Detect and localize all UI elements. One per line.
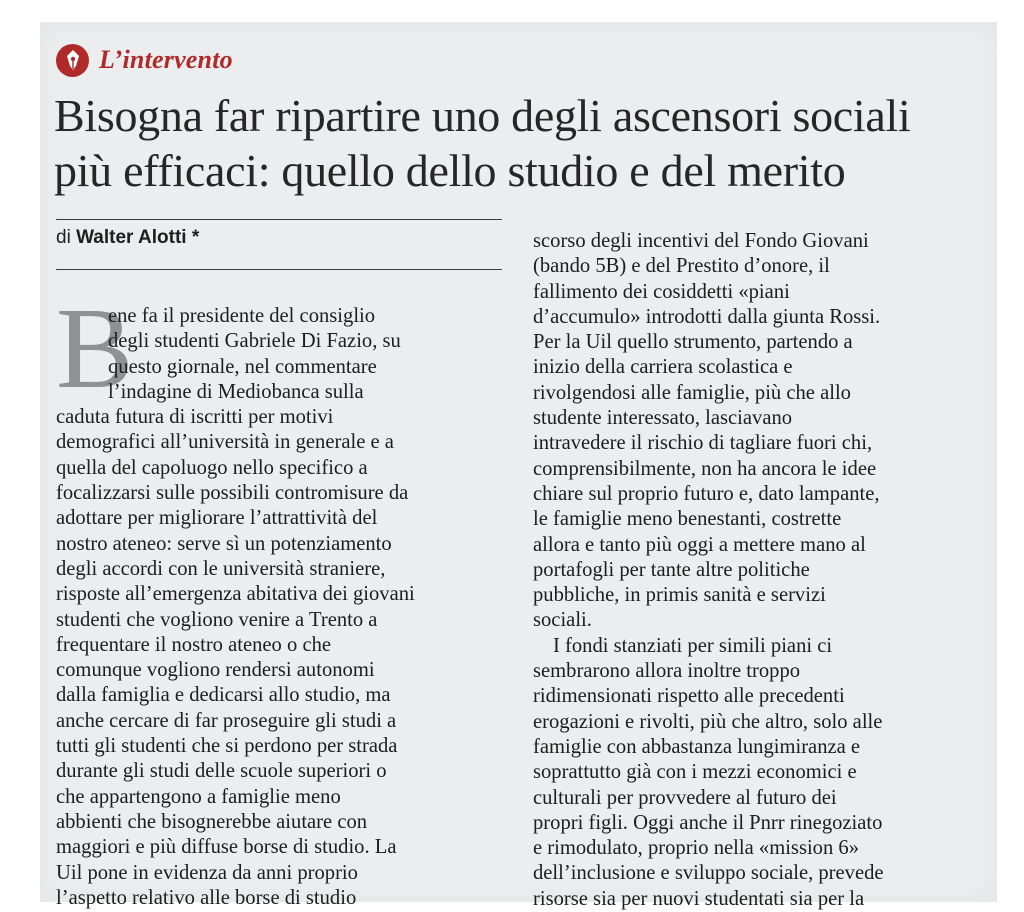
article-line: tutti gli studenti che si perdono per strada [56,735,398,758]
section-rubric [56,42,233,78]
headline-line-2: più efficaci: quello dello studio e del merito [54,145,846,196]
article-line: erogazioni e rivolti, più che altro, solo alle [533,710,883,733]
article-line: Uil pone in evidenza da anni proprio [56,861,358,884]
byline [56,227,199,249]
article-line: sociali. [533,609,592,632]
article-line: ridimensionati rispetto alle precedenti [533,685,845,708]
article-line: dell’inclusione e sviluppo sociale, prevede [533,862,884,885]
article-line: risposte all’emergenza abitativa dei giovani [56,583,415,606]
headline-line-1: Bisogna far ripartire uno degli ascensori sociali [54,90,911,141]
article-line: portafogli per tante altre politiche [533,558,810,581]
article-line: I fondi stanziati per simili piani ci [553,634,833,657]
article-line: frequentare il nostro ateneo o che [56,633,332,656]
article-line: studente interessato, lasciavano [533,407,793,430]
article-line: comprensibilmente, non ha ancora le idee [533,457,877,480]
article-line: demografici all’università in generale e a [56,431,394,454]
article-line: inizio della carriera scolastica e [533,356,793,379]
article-line: abbienti che bisognerebbe aiutare con [56,810,368,833]
article-line: sembrarono allora inoltre troppo [533,660,801,683]
article-line: allora e tanto più oggi a mettere mano al [533,533,866,556]
article-line: le famiglie meno benestanti, costrette [533,508,842,531]
byline-rule-bottom [56,269,502,270]
headline [54,88,994,198]
byline-rule-top [56,219,502,220]
article-line: degli accordi con le università straniere, [56,557,386,580]
article-line: culturali per provvedere al futuro dei [533,786,837,809]
article-line: e rimodulato, proprio nella «mission 6» [533,837,860,860]
article-line: pubbliche, in primis sanità e servizi [533,584,826,607]
article-line: che appartengono a famiglie meno [56,785,341,808]
article-line: famiglie con abbastanza lungimiranza e [533,735,861,758]
article-line: Per la Uil quello strumento, partendo a [533,331,853,354]
article-line: intravedere il rischio di tagliare fuori chi, [533,432,873,455]
byline-prefix: di [56,227,71,248]
article-line: caduta futura di iscritti per motivi [56,406,334,429]
article-line: d’accumulo» introdotti dalla giunta Rossi. [533,305,881,328]
byline-author: Walter Alotti * [76,227,200,248]
article-line: fallimento dei cosiddetti «piani [533,280,790,303]
article-line: nostro ateneo: serve sì un potenziamento [56,532,392,555]
pen-nib-icon [56,44,89,77]
article-line: rivolgendosi alle famiglie, più che allo [533,381,851,404]
article-line: soprattutto già con i mezzi economici e [533,761,857,784]
article-line: ene fa il presidente del consiglio [108,305,376,327]
article-line: dalla famiglia e dedicarsi allo studio, ma [56,684,391,707]
article-line: focalizzarsi sulle possibili contromisure da [56,482,409,505]
article-line: comunque vogliono rendersi autonomi [56,659,375,682]
article-line: quella del capoluogo nello specifico a [56,456,368,479]
section-label: L’intervento [99,45,233,74]
drop-cap: B [56,285,134,413]
article-line: l’aspetto relativo alle borse di studio [56,886,357,909]
article-line: l’indagine di Mediobanca sulla [108,380,364,403]
article-line: anche cercare di far proseguire gli studi a [56,709,397,732]
article-column-1 [56,304,521,911]
article-line: risorse sia per nuovi studentati sia per la [533,887,865,910]
article-line: (bando 5B) e del Prestito d’onore, il [533,255,830,278]
article-line: durante gli studi delle scuole superiori o [56,760,387,783]
article-line: scorso degli incentivi del Fondo Giovani [533,230,869,252]
article-line: questo giornale, nel commentare [108,355,377,378]
article-line: adottare per migliorare l’attrattività del [56,507,378,530]
article-line: maggiori e più diffuse borse di studio. La [56,836,397,859]
article-line: degli studenti Gabriele Di Fazio, su [108,330,401,353]
article-line: chiare sul proprio futuro e, dato lampante, [533,482,880,505]
article-line: propri figli. Oggi anche il Pnrr rinegoziato [533,811,883,834]
article-column-2 [533,229,993,912]
article-line: studenti che vogliono venire a Trento a [56,608,378,631]
